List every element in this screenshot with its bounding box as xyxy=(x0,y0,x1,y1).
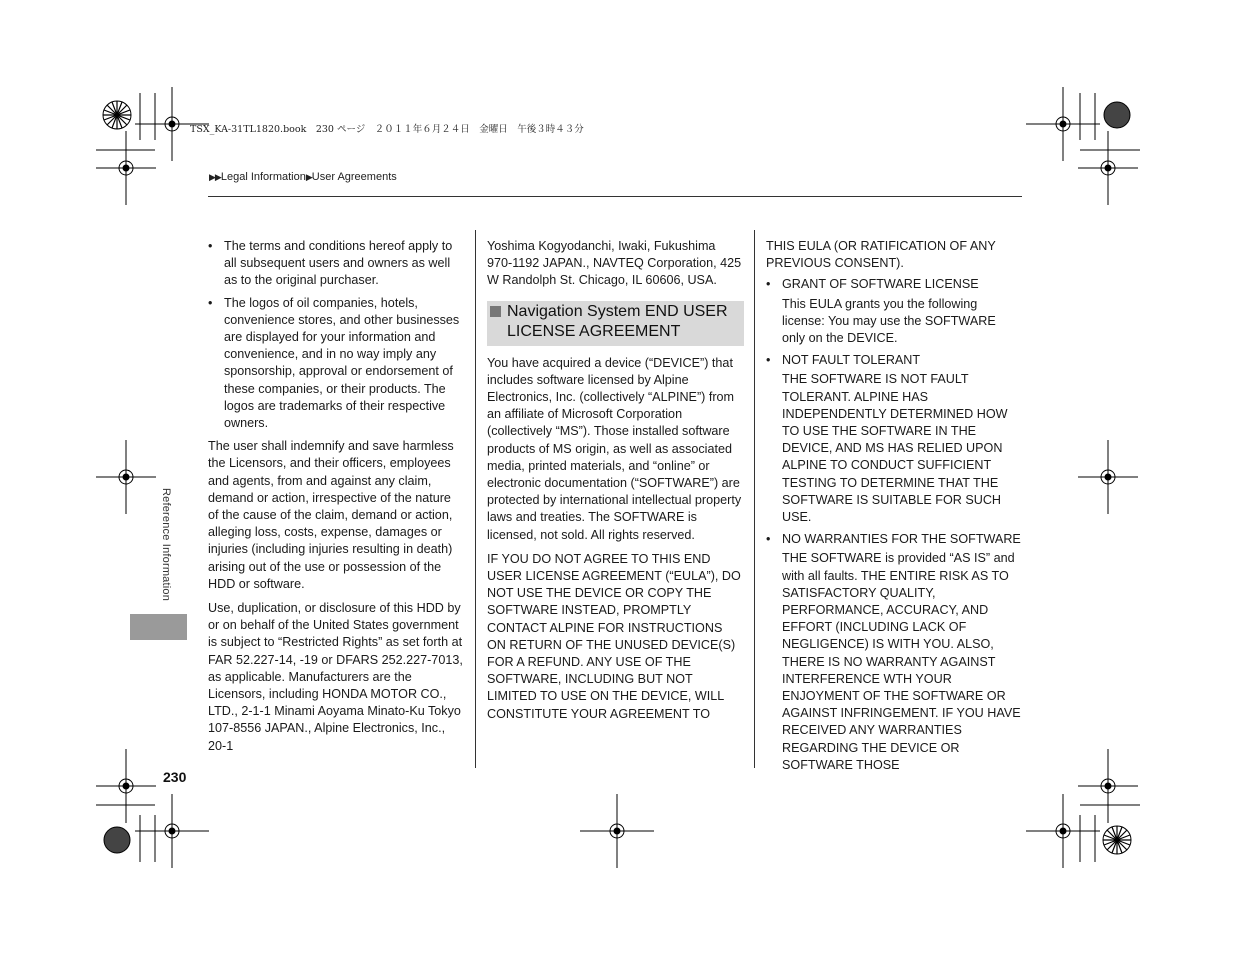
breadcrumb-section-link[interactable]: Legal Information xyxy=(220,171,306,183)
term-title: • GRANT OF SOFTWARE LICENSE xyxy=(782,277,979,292)
column-3 xyxy=(766,238,1022,780)
section-heading xyxy=(487,301,744,346)
term-body: THE SOFTWARE IS NOT FAULT TOLERANT. ALPINE HAS INDEPENDENTLY DETERMINED HOW TO USE THE SOFTWARE IN THE DEVICE, AND MS HAS RELIED UPON ALPINE TO CONDUCT SUFFICIENT TESTING TO DETERMINE THAT THE SOFTWARE IS SUITABLE FOR SUCH USE. xyxy=(782,372,1008,525)
term-title: • NOT FAULT TOLERANT xyxy=(782,353,921,368)
indemnify-paragraph: The user shall indemnify and save harmless the Licensors, and their officers, employees and agents, from and against any claim, demand or action, irrespective of the nature of the cause of the claim, demand or action, alleging loss, costs, expense, damages or injuries (including injuries resulting in death) arising out of the use or possession of the HDD or software. xyxy=(208,439,454,591)
header-divider xyxy=(208,196,1022,197)
column-divider-2 xyxy=(754,230,755,768)
side-label: Reference Information xyxy=(160,488,172,602)
eula-terms-list xyxy=(766,276,1022,774)
print-header: TSX_KA-31TL1820.book 230 ページ ２０１１年６月２４日 金曜日 午後３時４３分 xyxy=(190,124,584,135)
column-2 xyxy=(487,238,744,730)
breadcrumb xyxy=(209,171,397,183)
list-item xyxy=(766,352,1022,526)
section-tab xyxy=(130,614,187,640)
eula-continued-paragraph: THIS EULA (OR RATIFICATION OF ANY PREVIOUS CONSENT). xyxy=(766,239,996,271)
term-title: • NO WARRANTIES FOR THE SOFTWARE xyxy=(782,532,1021,547)
square-bullet-icon xyxy=(490,306,501,317)
list-item: • The logos of oil companies, hotels, convenience stores, and other businesses are displayed for your information and convenience, and in no way imply any sponsorship, approval or endorsement of these companies, or their products. The logos are trademarks of their respective owners. xyxy=(208,295,464,433)
breadcrumb-page-link[interactable]: User Agreements xyxy=(311,171,397,183)
list-item: • The terms and conditions hereof apply to all subsequent users and owners as well as to the original purchaser. xyxy=(208,238,464,290)
breadcrumb-arrows-icon: ▶▶ xyxy=(209,172,221,182)
term-body: This EULA grants you the following license: You may use the SOFTWARE only on the DEVICE. xyxy=(782,296,996,346)
eula-intro-paragraph: You have acquired a device (“DEVICE”) that includes software licensed by Alpine Electronics, Inc. (collectively “ALPINE”) from an affiliate of Microsoft Corporation (collectively “MS”). Those installed software products of MS origin, as well as associated media, printed materials, and “online” or electronic documentation (“SOFTWARE”) are protected by international intellectual property laws and treaties. The SOFTWARE is licensed, not sold. All rights reserved. xyxy=(487,355,742,542)
list-item xyxy=(766,531,1022,774)
list-item xyxy=(766,276,1022,347)
term-body: THE SOFTWARE is provided “AS IS” and with all faults. THE ENTIRE RISK AS TO SATISFACTORY QUALITY, PERFORMANCE, ACCURACY, AND EFFORT (INCLUDING LACK OF NEGLIGENCE) IS WITH YOU. ALSO, THERE IS NO WARRANTY AGAINST INTERFERENCE WTH YOUR ENJOYMENT OF THE SOFTWARE OR AGAINST INFRINGEMENT. IF YOU HAVE RECEIVED ANY WARRANTIES REGARDING THE DEVICE OR SOFTWARE THOSE xyxy=(782,551,1021,772)
section-title: Navigation System END USER LICENSE AGREEMENT xyxy=(507,302,728,340)
address-paragraph: Yoshima Kogyodanchi, Iwaki, Fukushima 970-1192 JAPAN., NAVTEQ Corporation, 425 W Randolph St. Chicago, IL 60606, USA. xyxy=(487,239,742,288)
bullet-list xyxy=(208,238,464,432)
restricted-rights-paragraph: Use, duplication, or disclosure of this HDD by or on behalf of the United States government is subject to “Restricted Rights” as set forth at FAR 52.227-14, -19 or DFARS 252.227-7013, as applicable. Manufacturers are the Licensors, including HONDA MOTOR CO., LTD., 2-1-1 Minami Aoyama Minato-Ku Tokyo 107-8556 JAPAN., Alpine Electronics, Inc., 20-1 xyxy=(208,601,463,753)
column-divider-1 xyxy=(475,230,476,768)
breadcrumb-separator-icon: ▶ xyxy=(305,172,312,182)
column-1 xyxy=(208,238,464,762)
eula-agreement-paragraph: IF YOU DO NOT AGREE TO THIS END USER LICENSE AGREEMENT (“EULA”), DO NOT USE THE DEVICE OR COPY THE SOFTWARE INSTEAD, PROMPTLY CONTACT ALPINE FOR INSTRUCTIONS ON RETURN OF THE UNUSED DEVICE(S) FOR A REFUND. ANY USE OF THE SOFTWARE, INCLUDING BUT NOT LIMITED TO USE ON THE DEVICE, WILL CONSTITUTE YOUR AGREEMENT TO xyxy=(487,551,741,721)
page-number: 230 xyxy=(163,769,187,785)
